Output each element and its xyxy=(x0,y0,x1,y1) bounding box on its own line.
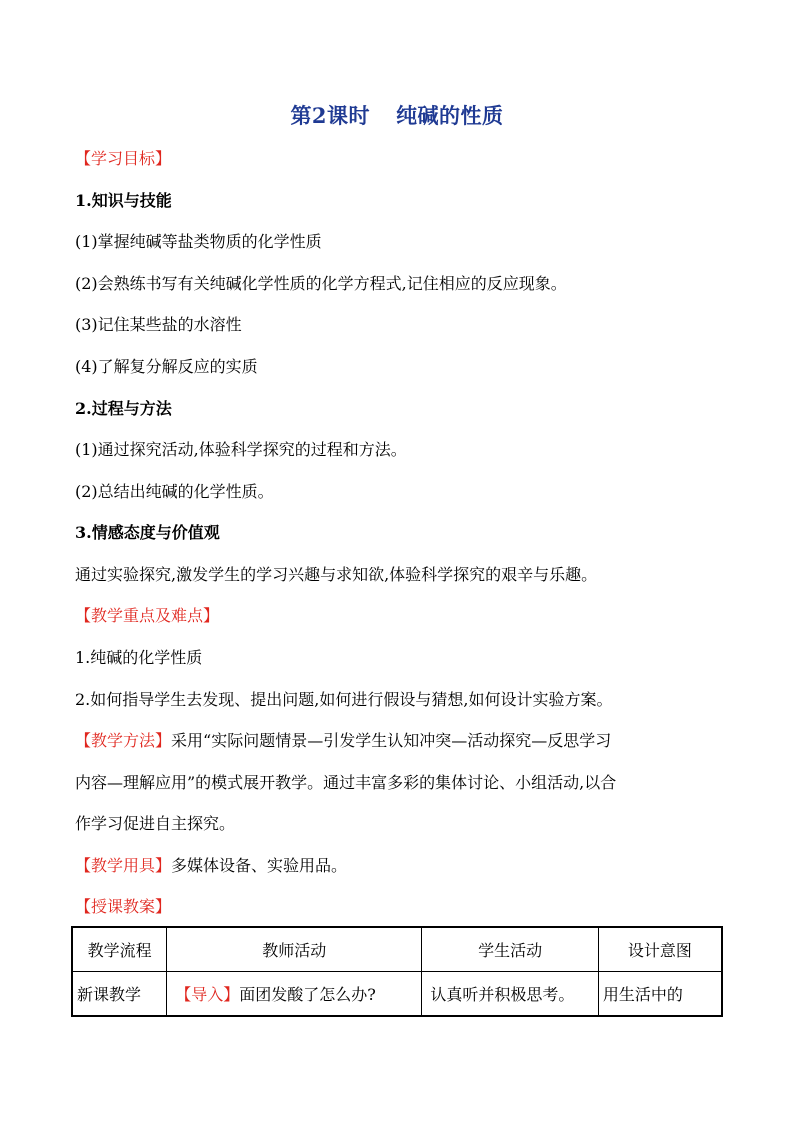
knowledge-item-1: (1)掌握纯碱等盐类物质的化学性质 xyxy=(75,232,322,251)
tools-header: 【教学用具】 xyxy=(75,856,172,875)
cell-stage: 新课教学 xyxy=(72,972,167,1017)
key-point-2: 2.如何指导学生去发现、提出问题,如何进行假设与猜想,如何设计实验方案。 xyxy=(75,690,613,709)
table-header-row xyxy=(72,927,722,972)
objectives-header: 【学习目标】 xyxy=(75,149,172,168)
process-item-1: (1)通过探究活动,体验科学探究的过程和方法。 xyxy=(75,440,407,459)
method-line-3: 作学习促进自主探究。 xyxy=(75,814,236,833)
cell-student: 认真听并积极思考。 xyxy=(422,972,598,1017)
page-title xyxy=(0,100,794,130)
plan-header: 【授课教案】 xyxy=(75,897,172,916)
column-header-stage: 教学流程 xyxy=(72,927,167,972)
column-header-student: 学生活动 xyxy=(422,927,598,972)
method-header: 【教学方法】 xyxy=(75,731,172,750)
column-header-teacher: 教师活动 xyxy=(167,927,422,972)
process-item-2: (2)总结出纯碱的化学性质。 xyxy=(75,482,274,501)
intro-tag: 【导入】 xyxy=(175,985,240,1004)
lesson-topic: 纯碱的性质 xyxy=(396,103,504,128)
method-line-1 xyxy=(75,730,611,752)
attitude-text: 通过实验探究,激发学生的学习兴趣与求知欲,体验科学探究的艰辛与乐趣。 xyxy=(75,565,598,584)
method-text-1: 采用“实际问题情景—引发学生认知冲突—活动探究—反思学习 xyxy=(171,731,612,750)
knowledge-item-4: (4)了解复分解反应的实质 xyxy=(75,357,258,376)
teacher-text: 面团发酸了怎么办? xyxy=(239,985,376,1004)
method-line-2: 内容—理解应用”的模式展开教学。通过丰富多彩的集体讨论、小组活动,以合 xyxy=(75,773,617,792)
key-point-1: 1.纯碱的化学性质 xyxy=(75,648,203,667)
key-points-header: 【教学重点及难点】 xyxy=(75,606,220,625)
cell-intent: 用生活中的 xyxy=(598,972,722,1017)
tools-text: 多媒体设备、实验用品。 xyxy=(171,856,348,875)
column-header-intent: 设计意图 xyxy=(598,927,722,972)
knowledge-heading: 1.知识与技能 xyxy=(75,191,172,210)
cell-teacher xyxy=(167,972,422,1017)
knowledge-item-2: (2)会熟练书写有关纯碱化学性质的化学方程式,记住相应的反应现象。 xyxy=(75,274,567,293)
knowledge-item-3: (3)记住某些盐的水溶性 xyxy=(75,315,242,334)
lesson-number: 第2课时 xyxy=(290,103,371,128)
tools-line xyxy=(75,855,347,877)
table-row xyxy=(72,972,722,1017)
lesson-plan-table xyxy=(71,926,723,1017)
attitude-heading: 3.情感态度与价值观 xyxy=(75,523,220,542)
process-heading: 2.过程与方法 xyxy=(75,399,172,418)
